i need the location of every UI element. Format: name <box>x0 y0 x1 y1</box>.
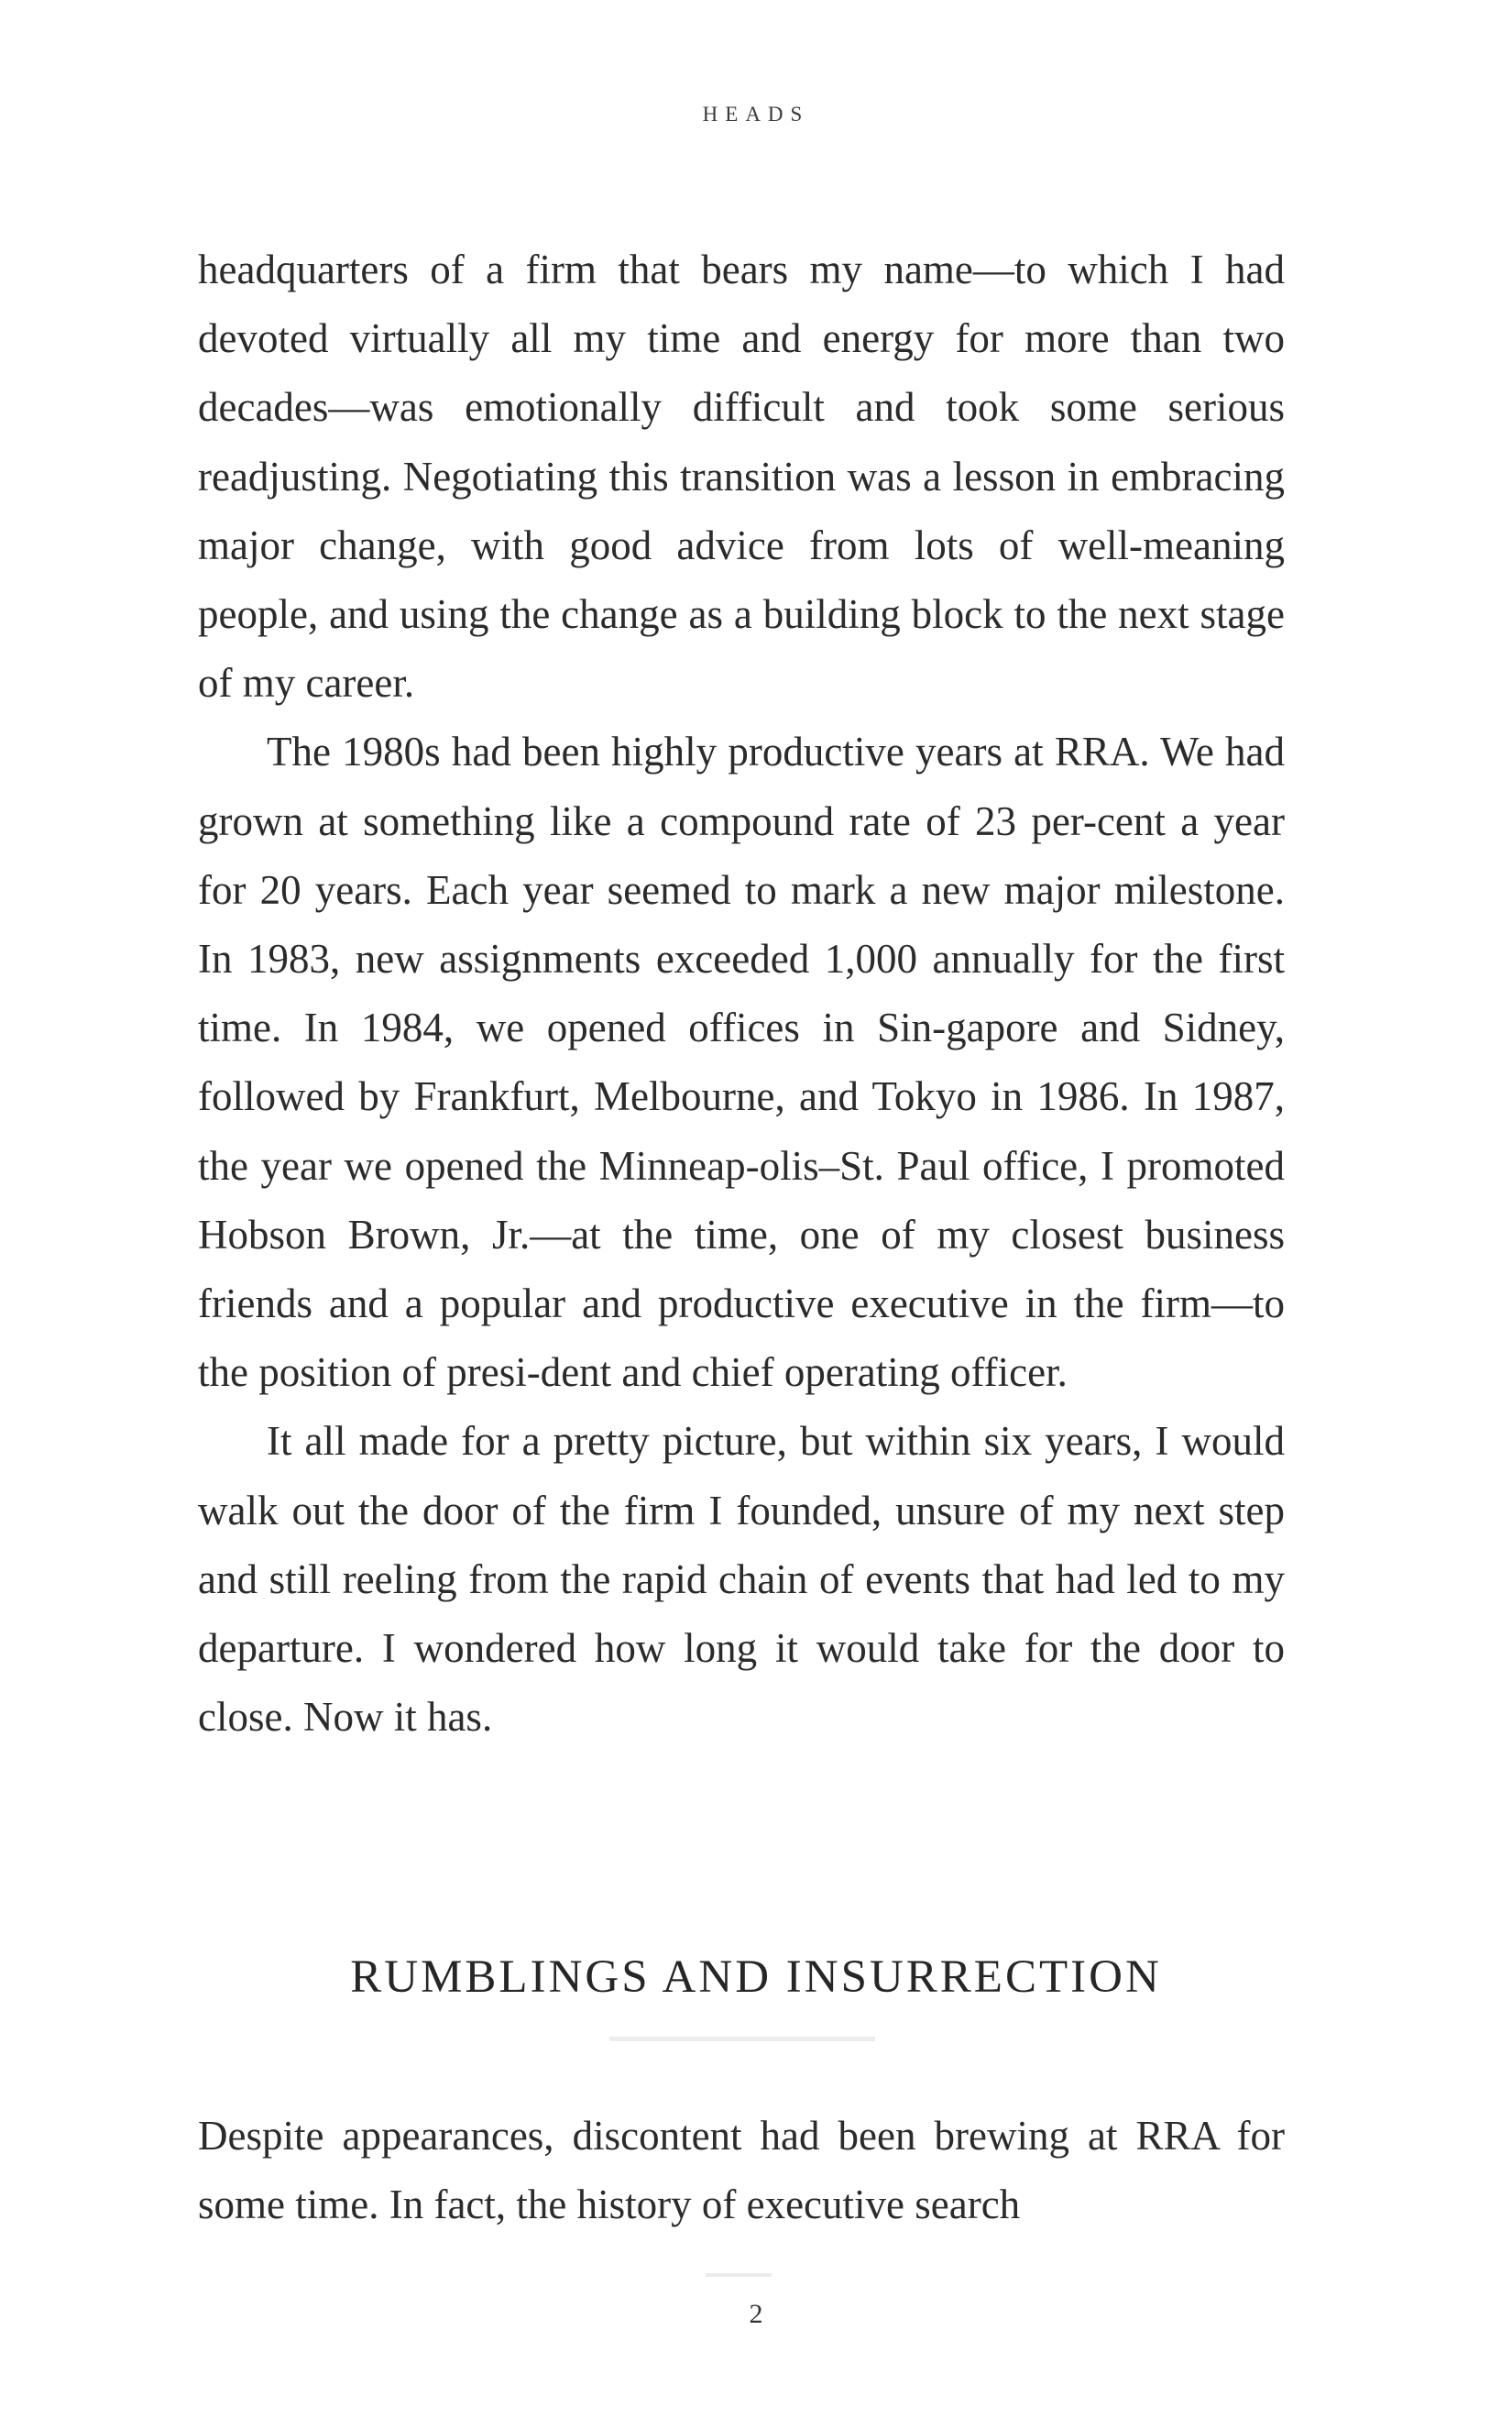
page-number: 2 <box>749 2299 763 2329</box>
section-body-text <box>198 2102 1285 2239</box>
scan-artifact-mark <box>706 2273 772 2277</box>
body-text <box>198 236 1285 1752</box>
section-heading: RUMBLINGS AND INSURRECTION <box>350 1951 1162 2003</box>
paragraph: Despite appearances, discontent had been brewing at RRA for some time. In fact, the history of executive search <box>198 2113 1285 2228</box>
running-head: HEADS <box>702 103 810 126</box>
paragraph: It all made for a pretty picture, but within six years, I would walk out the door of the firm I founded, unsure of my next step and still reeling from the rapid chain of events that had led to my departure. I wondered how long it would take for the door to close. Now it has. <box>198 1418 1285 1741</box>
paragraph: The 1980s had been highly productive years at RRA. We had grown at something like a compound rate of 23 per-cent a year for 20 years. Each year seemed to mark a new major milestone. In 1983, new assignments exceeded 1,000 annually for the first time. In 1984, we opened offices in Sin-gapore and Sidney, followed by Frankfurt, Melbourne, and Tokyo in 1986. In 1987, the year we opened the Minneap-olis–St. Paul office, I promoted Hobson Brown, Jr.—at the time, one of my closest business friends and a popular and productive executive in the firm—to the position of presi-dent and chief operating officer. <box>198 729 1285 1396</box>
paragraph: headquarters of a firm that bears my name—to which I had devoted virtually all my time and energy for more than two decades—was emotionally difficult and took some serious readjusting. Negotiating this transition was a lesson in embracing major change, with good advice from lots of well-meaning people, and using the change as a building block to the next stage of my career. <box>198 247 1285 707</box>
scan-artifact-underline <box>609 2037 875 2041</box>
